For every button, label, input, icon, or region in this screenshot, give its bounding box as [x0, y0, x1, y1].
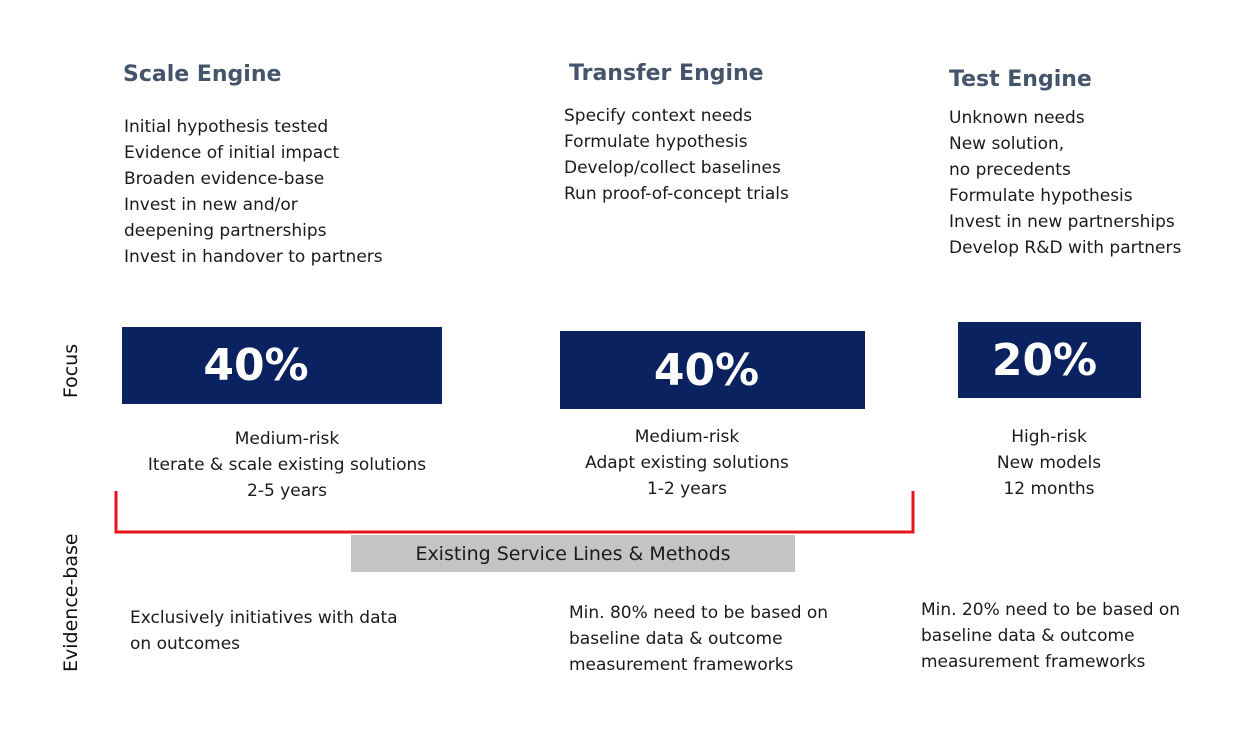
evidence-line: measurement frameworks [921, 652, 1146, 672]
test-engine-items [949, 105, 1181, 261]
transfer-engine-items [564, 103, 789, 207]
list-item: Run proof-of-concept trials [564, 184, 789, 204]
evidence-line: on outcomes [130, 634, 241, 654]
evidence-line: Min. 20% need to be based on [921, 600, 1181, 620]
test-engine-evidence [921, 597, 1180, 675]
list-item: deepening partnerships [124, 221, 327, 241]
test-engine-risk [949, 424, 1149, 502]
risk-line: 12 months [1003, 479, 1095, 499]
scale-engine-title: Scale Engine [123, 62, 282, 87]
existing-lines-bracket [110, 488, 920, 538]
risk-line: Iterate & scale existing solutions [147, 455, 427, 475]
risk-line: 1-2 years [647, 479, 727, 499]
transfer-engine-title: Transfer Engine [569, 61, 764, 86]
scale-engine-evidence [130, 605, 398, 657]
list-item: Specify context needs [564, 106, 753, 126]
test-engine-title: Test Engine [949, 67, 1092, 92]
evidence-axis-label: Evidence-base [60, 533, 82, 672]
risk-line: 2-5 years [247, 481, 327, 501]
evidence-line: baseline data & outcome [921, 626, 1135, 646]
list-item: no precedents [949, 160, 1071, 180]
scale-engine-items [124, 114, 383, 270]
list-item: Develop/collect baselines [564, 158, 781, 178]
risk-line: Adapt existing solutions [585, 453, 789, 473]
risk-line: Medium-risk [634, 427, 740, 447]
risk-line: New models [996, 453, 1102, 473]
focus-axis-label: Focus [60, 343, 82, 399]
scale-engine-focus-box: 40% [122, 327, 442, 404]
list-item: New solution, [949, 134, 1065, 154]
list-item: Evidence of initial impact [124, 143, 340, 163]
risk-line: High-risk [1011, 427, 1087, 447]
transfer-engine-focus-box: 40% [560, 331, 865, 409]
list-item: Invest in new and/or [124, 195, 298, 215]
transfer-engine-evidence [569, 600, 828, 678]
list-item: Formulate hypothesis [564, 132, 748, 152]
list-item: Invest in new partnerships [949, 212, 1175, 232]
list-item: Unknown needs [949, 108, 1085, 128]
evidence-line: measurement frameworks [569, 655, 794, 675]
existing-service-lines-band: Existing Service Lines & Methods [351, 535, 795, 572]
list-item: Formulate hypothesis [949, 186, 1133, 206]
list-item: Initial hypothesis tested [124, 117, 329, 137]
evidence-line: Min. 80% need to be based on [569, 603, 829, 623]
evidence-line: Exclusively initiatives with data [130, 608, 398, 628]
list-item: Broaden evidence-base [124, 169, 325, 189]
evidence-line: baseline data & outcome [569, 629, 783, 649]
list-item: Invest in handover to partners [124, 247, 383, 267]
test-engine-focus-box: 20% [958, 322, 1141, 398]
list-item: Develop R&D with partners [949, 238, 1182, 258]
risk-line: Medium-risk [234, 429, 340, 449]
